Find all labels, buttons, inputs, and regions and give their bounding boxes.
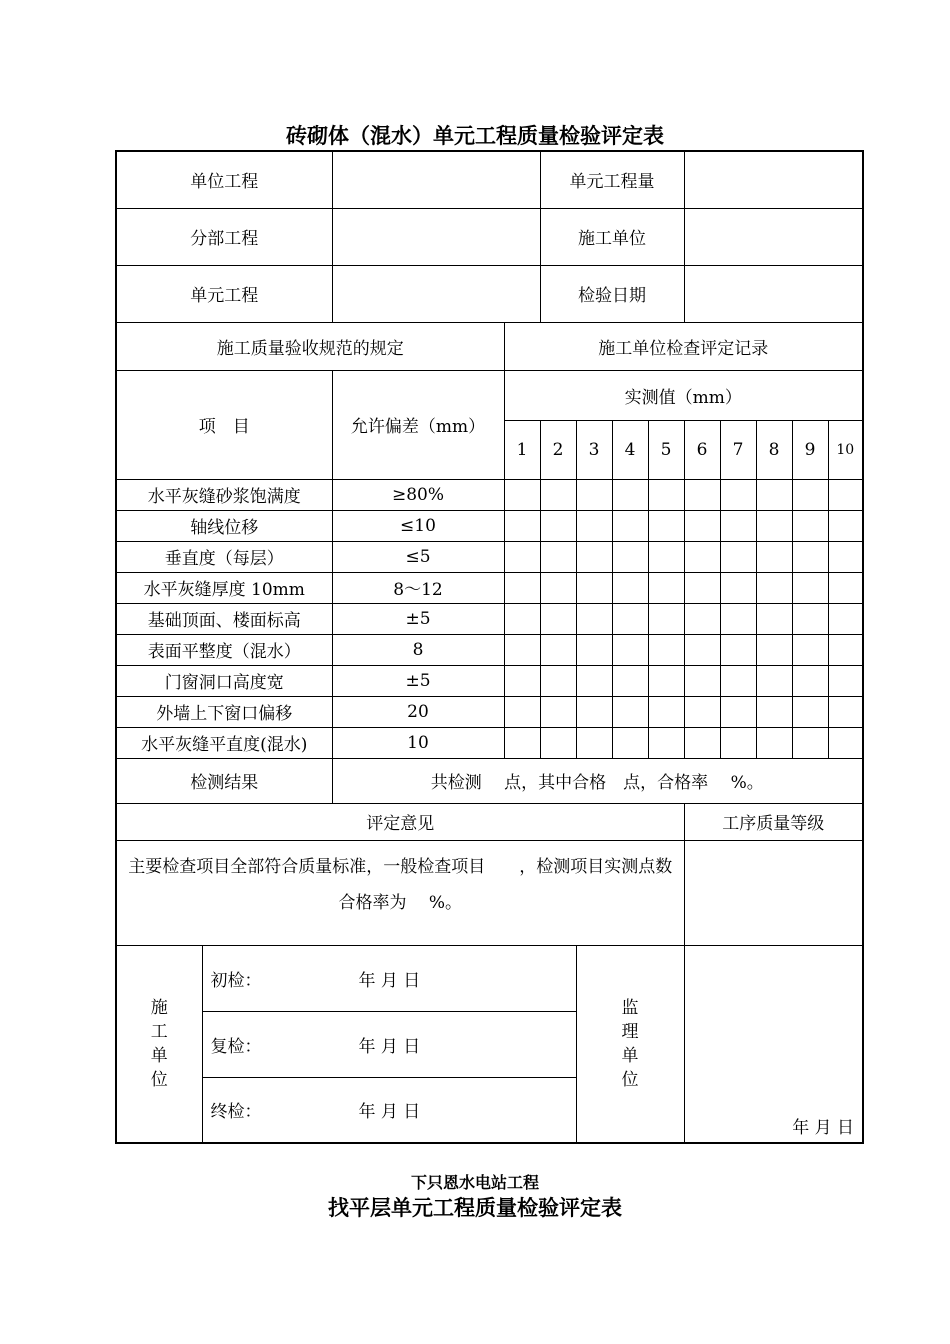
value-inspection-date[interactable] [684, 265, 863, 322]
measure-cell[interactable] [756, 634, 792, 665]
measure-cell[interactable] [756, 603, 792, 634]
item-tolerance: ±5 [332, 603, 504, 634]
result-row [116, 758, 863, 803]
section-spec: 施工质量验收规范的规定 [116, 322, 504, 370]
measure-cell[interactable] [828, 634, 863, 665]
measure-cell[interactable] [720, 665, 756, 696]
measure-cell[interactable] [504, 665, 540, 696]
header-row [116, 265, 863, 322]
item-row [116, 727, 863, 758]
measure-num: 4 [612, 420, 648, 479]
next-form-title: 找平层单元工程质量检验评定表 [328, 1196, 622, 1220]
measure-cell[interactable] [540, 665, 576, 696]
measure-num: 7 [720, 420, 756, 479]
next-project-name: 下只恩水电站工程 [410, 1173, 539, 1192]
measure-cell[interactable] [648, 603, 684, 634]
form-title: 砖砌体（混水）单元工程质量检验评定表 [286, 124, 664, 148]
measure-cell[interactable] [756, 479, 792, 510]
measure-cell[interactable] [828, 696, 863, 727]
supervision-date: 年 月 日 [792, 1118, 855, 1138]
measure-cell[interactable] [648, 479, 684, 510]
header-row [116, 208, 863, 265]
check-first[interactable] [202, 945, 576, 1011]
inspection-table [115, 150, 864, 1144]
measure-cell[interactable] [648, 634, 684, 665]
measure-num: 6 [684, 420, 720, 479]
section-row [116, 322, 863, 370]
value-element-project[interactable] [332, 265, 540, 322]
value-sub-project[interactable] [332, 208, 540, 265]
item-tolerance: ≤10 [332, 510, 504, 541]
measure-cell[interactable] [576, 541, 612, 572]
label-sub-project: 分部工程 [116, 208, 332, 265]
measure-cell[interactable] [504, 510, 540, 541]
measure-cell[interactable] [576, 727, 612, 758]
measure-cell[interactable] [792, 510, 828, 541]
check-second[interactable] [202, 1011, 576, 1077]
measure-cell[interactable] [684, 727, 720, 758]
measure-cell[interactable] [828, 727, 863, 758]
measure-cell[interactable] [684, 541, 720, 572]
measure-cell[interactable] [576, 603, 612, 634]
measure-cell[interactable] [720, 572, 756, 603]
item-tolerance: ±5 [332, 665, 504, 696]
item-row [116, 572, 863, 603]
measure-num: 8 [756, 420, 792, 479]
opinion-row [116, 840, 863, 945]
measure-cell[interactable] [720, 727, 756, 758]
measure-cell[interactable] [720, 603, 756, 634]
measure-cell[interactable] [756, 572, 792, 603]
measure-cell[interactable] [540, 727, 576, 758]
measure-cell[interactable] [612, 634, 648, 665]
measure-cell[interactable] [576, 696, 612, 727]
measure-cell[interactable] [828, 510, 863, 541]
measure-cell[interactable] [756, 541, 792, 572]
item-tolerance: ≥80% [332, 479, 504, 510]
measure-cell[interactable] [792, 696, 828, 727]
grade-label: 工序质量等级 [684, 803, 863, 840]
measure-cell[interactable] [684, 510, 720, 541]
measure-cell[interactable] [756, 665, 792, 696]
measure-cell[interactable] [684, 572, 720, 603]
measure-cell[interactable] [576, 510, 612, 541]
measure-cell[interactable] [504, 603, 540, 634]
col-tolerance: 允许偏差（mm） [332, 370, 504, 479]
check-date: 年 月 日 [358, 1036, 421, 1057]
measure-cell[interactable] [612, 727, 648, 758]
label-unit-project: 单位工程 [116, 151, 332, 208]
measure-cell[interactable] [684, 665, 720, 696]
item-row [116, 479, 863, 510]
item-name: 轴线位移 [116, 510, 332, 541]
measure-cell[interactable] [720, 479, 756, 510]
item-tolerance: 8～12 [332, 572, 504, 603]
item-name: 水平灰缝厚度 10mm [116, 572, 332, 603]
measure-cell[interactable] [720, 634, 756, 665]
measure-cell[interactable] [792, 727, 828, 758]
result-text: 共检测 点，其中合格 点，合格率 %。 [332, 758, 863, 803]
measure-cell[interactable] [576, 665, 612, 696]
measure-cell[interactable] [828, 572, 863, 603]
measure-cell[interactable] [648, 572, 684, 603]
item-row [116, 634, 863, 665]
measure-cell[interactable] [612, 696, 648, 727]
grade-value[interactable] [684, 840, 863, 945]
check-date: 年 月 日 [358, 1102, 421, 1123]
column-header-row [116, 370, 863, 420]
measure-num: 9 [792, 420, 828, 479]
measure-cell[interactable] [684, 634, 720, 665]
value-unit-project[interactable] [332, 151, 540, 208]
item-name: 水平灰缝平直度(混水) [116, 727, 332, 758]
measure-cell[interactable] [720, 696, 756, 727]
item-tolerance: ≤5 [332, 541, 504, 572]
result-label: 检测结果 [116, 758, 332, 803]
measure-cell[interactable] [540, 696, 576, 727]
measure-cell[interactable] [612, 510, 648, 541]
item-tolerance: 10 [332, 727, 504, 758]
measure-cell[interactable] [720, 541, 756, 572]
measure-num: 3 [576, 420, 612, 479]
measure-num: 2 [540, 420, 576, 479]
value-element-quantity[interactable] [684, 151, 863, 208]
measure-cell[interactable] [612, 541, 648, 572]
measure-cell[interactable] [792, 603, 828, 634]
header-row [116, 151, 863, 208]
item-row [116, 510, 863, 541]
item-row [116, 541, 863, 572]
measure-cell[interactable] [684, 603, 720, 634]
measure-cell[interactable] [828, 479, 863, 510]
col-measured: 实测值（mm） [504, 370, 863, 420]
measure-cell[interactable] [540, 479, 576, 510]
measure-cell[interactable] [756, 696, 792, 727]
measure-cell[interactable] [756, 510, 792, 541]
label-element-quantity: 单元工程量 [540, 151, 684, 208]
measure-cell[interactable] [540, 634, 576, 665]
col-item: 项 目 [116, 370, 332, 479]
measure-cell[interactable] [504, 696, 540, 727]
measure-cell[interactable] [756, 727, 792, 758]
check-label: 终检： [210, 1102, 262, 1123]
item-name: 水平灰缝砂浆饱满度 [116, 479, 332, 510]
measure-cell[interactable] [612, 572, 648, 603]
measure-cell[interactable] [612, 603, 648, 634]
measure-cell[interactable] [612, 479, 648, 510]
check-row [116, 945, 863, 1011]
measure-cell[interactable] [648, 541, 684, 572]
item-name: 门窗洞口高度宽 [116, 665, 332, 696]
measure-cell[interactable] [828, 665, 863, 696]
measure-cell[interactable] [684, 696, 720, 727]
check-label: 复检： [210, 1036, 262, 1057]
item-name: 外墙上下窗口偏移 [116, 696, 332, 727]
item-name: 基础顶面、楼面标高 [116, 603, 332, 634]
measure-num: 10 [828, 420, 863, 479]
measure-cell[interactable] [792, 479, 828, 510]
measure-cell[interactable] [504, 572, 540, 603]
check-date: 年 月 日 [358, 970, 421, 991]
item-row [116, 696, 863, 727]
measure-cell[interactable] [648, 727, 684, 758]
measure-num: 1 [504, 420, 540, 479]
item-row [116, 665, 863, 696]
item-name: 垂直度（每层） [116, 541, 332, 572]
section-record: 施工单位检查评定记录 [504, 322, 863, 370]
measure-cell[interactable] [540, 603, 576, 634]
measure-cell[interactable] [504, 541, 540, 572]
measure-cell[interactable] [792, 572, 828, 603]
measure-cell[interactable] [540, 541, 576, 572]
opinion-text: 主要检查项目全部符合质量标准，一般检查项目 ，检测项目实测点数合格率为 %。 [116, 840, 684, 945]
measure-cell[interactable] [684, 479, 720, 510]
value-construction-unit[interactable] [684, 208, 863, 265]
item-name: 表面平整度（混水） [116, 634, 332, 665]
opinion-label: 评定意见 [116, 803, 684, 840]
measure-cell[interactable] [828, 603, 863, 634]
supervision-signature[interactable] [684, 945, 863, 1143]
measure-cell[interactable] [540, 510, 576, 541]
measure-cell[interactable] [828, 541, 863, 572]
construction-unit-label: 施 工 单 位 [116, 945, 202, 1143]
measure-cell[interactable] [648, 696, 684, 727]
label-element-project: 单元工程 [116, 265, 332, 322]
measure-cell[interactable] [504, 479, 540, 510]
measure-cell[interactable] [648, 510, 684, 541]
opinion-header-row [116, 803, 863, 840]
check-label: 初检： [210, 970, 262, 991]
measure-cell[interactable] [720, 510, 756, 541]
measure-cell[interactable] [576, 479, 612, 510]
measure-cell[interactable] [504, 727, 540, 758]
measure-cell[interactable] [792, 541, 828, 572]
item-tolerance: 20 [332, 696, 504, 727]
check-final[interactable] [202, 1077, 576, 1143]
measure-cell[interactable] [612, 665, 648, 696]
measure-cell[interactable] [576, 572, 612, 603]
measure-cell[interactable] [648, 665, 684, 696]
measure-num: 5 [648, 420, 684, 479]
label-construction-unit: 施工单位 [540, 208, 684, 265]
measure-cell[interactable] [540, 572, 576, 603]
measure-cell[interactable] [576, 634, 612, 665]
item-tolerance: 8 [332, 634, 504, 665]
supervision-unit-label: 监 理 单 位 [576, 945, 684, 1143]
measure-cell[interactable] [792, 665, 828, 696]
label-inspection-date: 检验日期 [540, 265, 684, 322]
item-row [116, 603, 863, 634]
measure-cell[interactable] [792, 634, 828, 665]
measure-cell[interactable] [504, 634, 540, 665]
